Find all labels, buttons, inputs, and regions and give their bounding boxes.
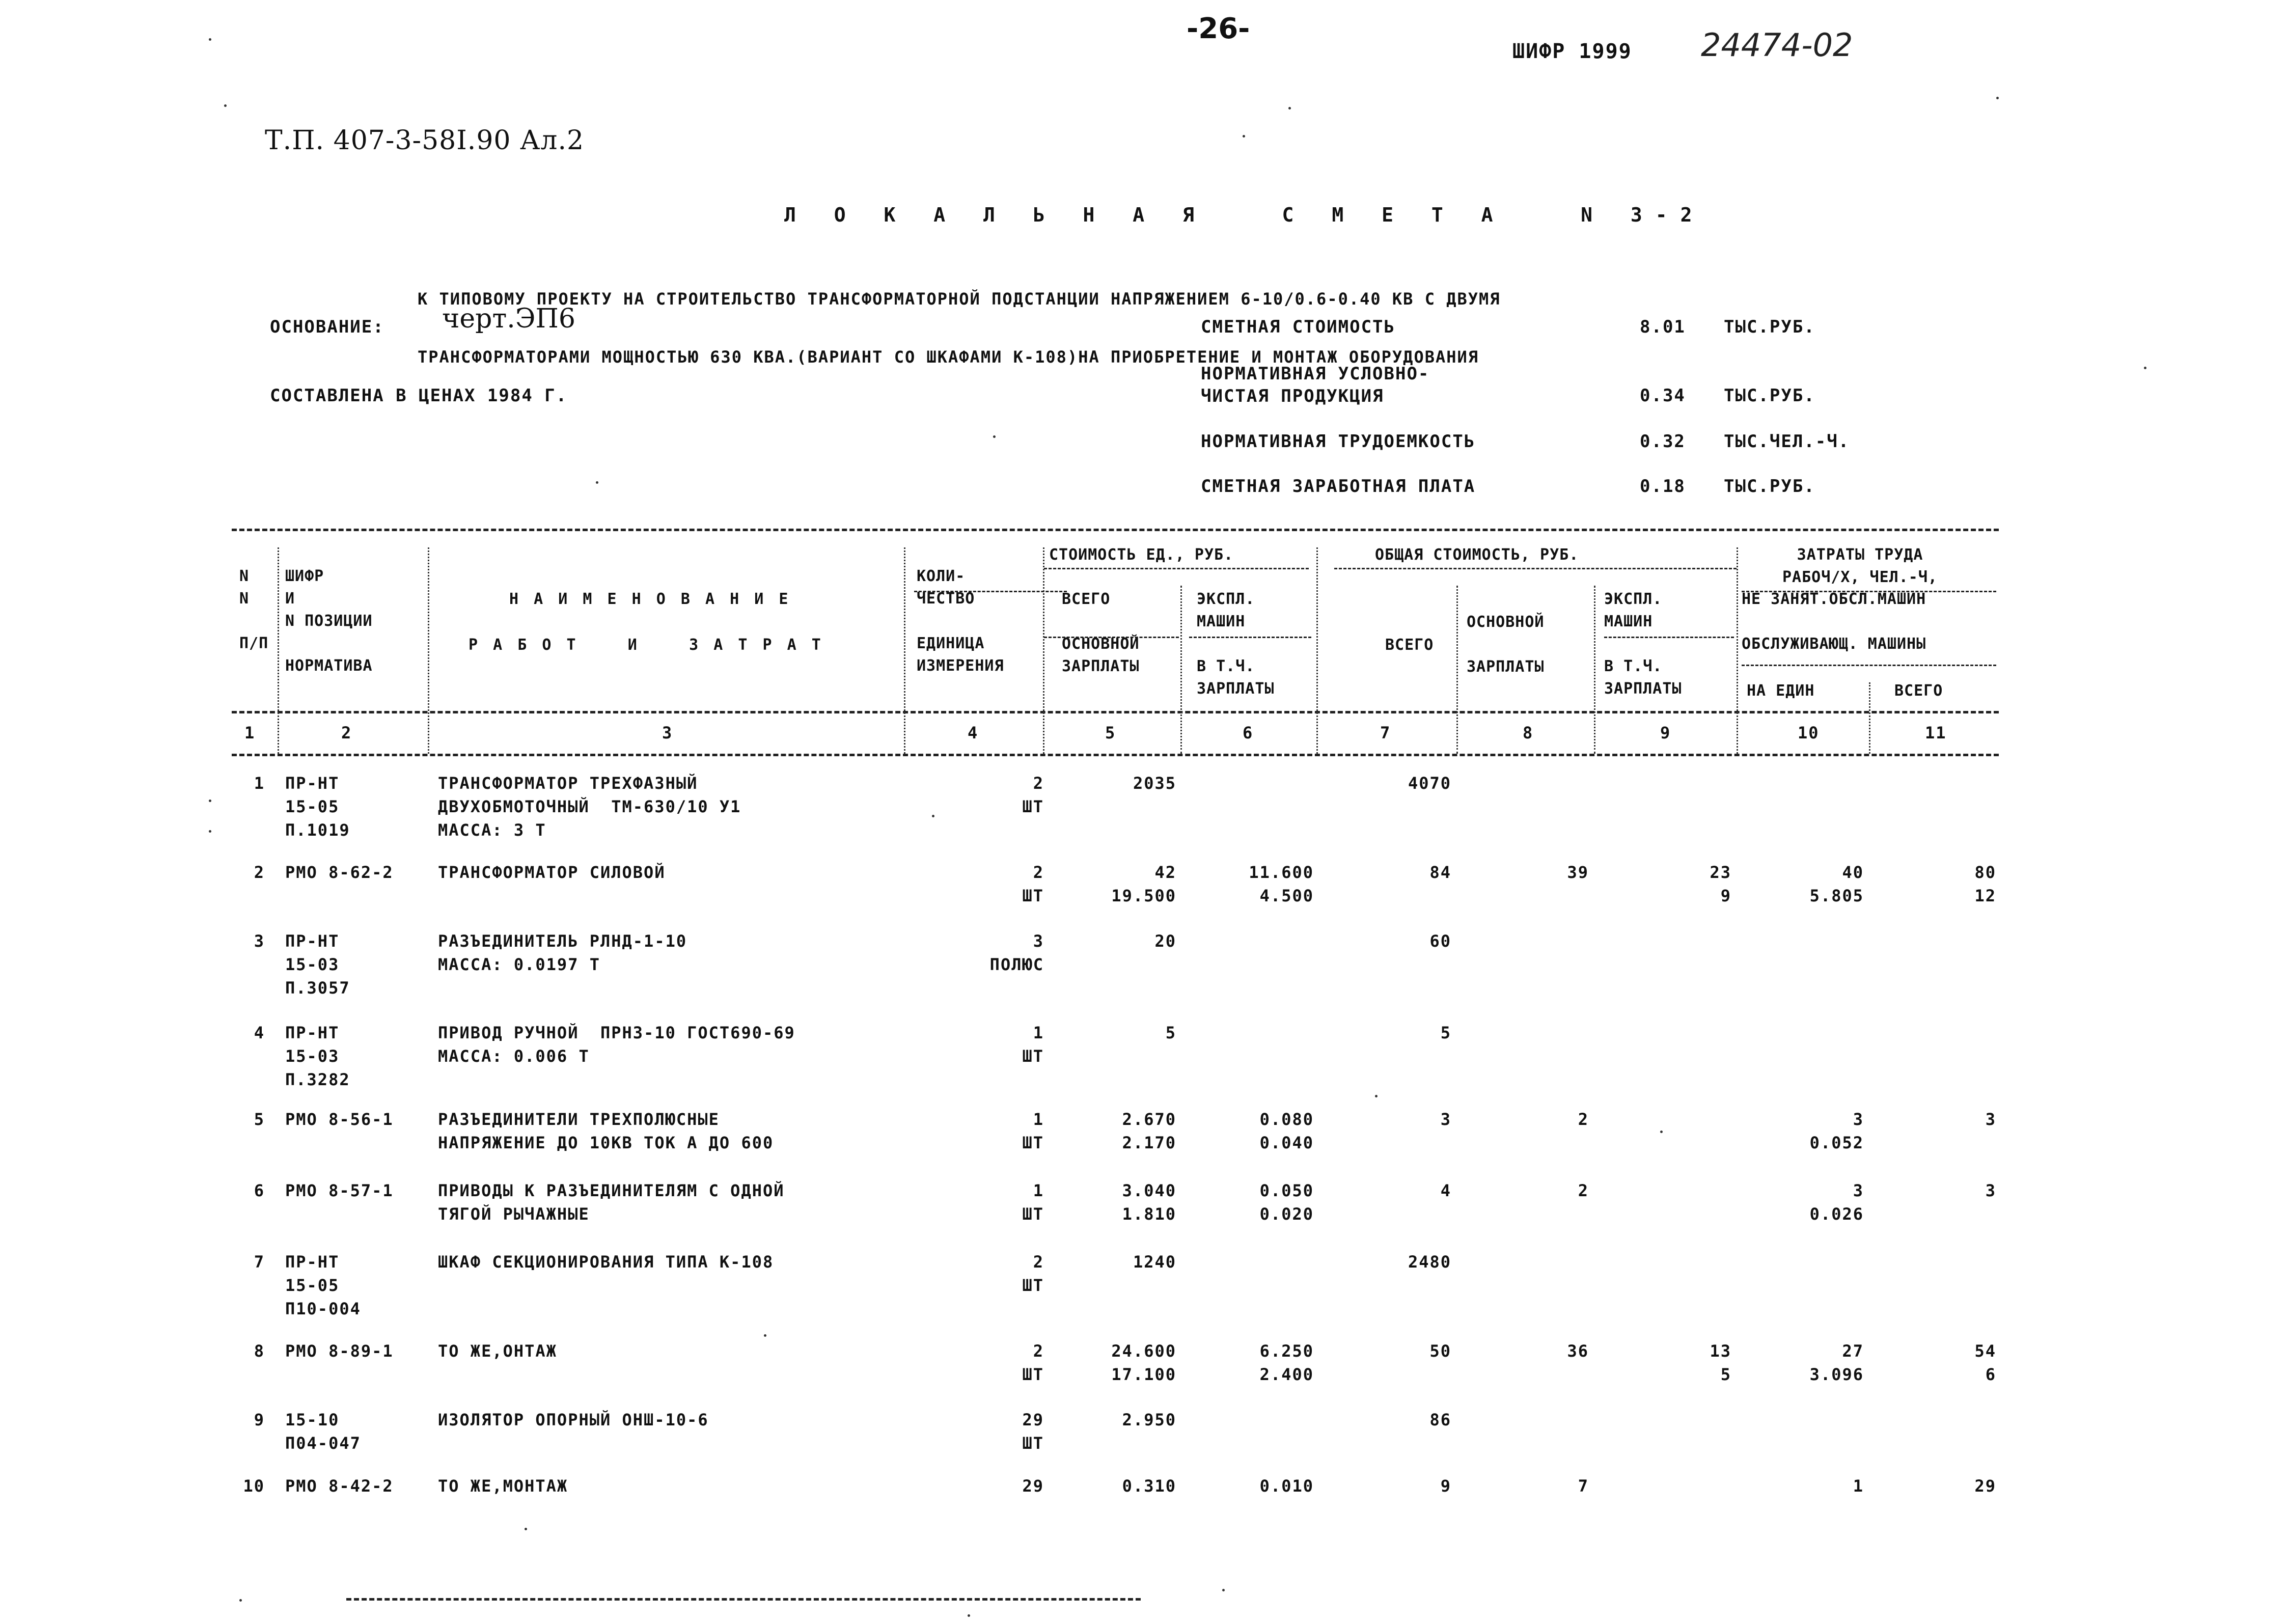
cell-unit-machines: 0.010 — [1259, 1476, 1314, 1496]
column-number: 6 — [1243, 723, 1254, 742]
group-header-unit-cost: СТОИМОСТЬ ЕД., РУБ. — [1049, 546, 1234, 564]
cell-norm-code: ПР-НТ 15-05 П.1019 — [285, 774, 350, 840]
cell-unit-total: 20 — [1154, 931, 1176, 951]
cell-norm-code: РМО 8-89-1 — [285, 1341, 394, 1361]
cell-item-name: ТО ЖЕ,МОНТАЖ — [438, 1476, 568, 1496]
cell-quantity: 29 — [1022, 1476, 1044, 1496]
cell-base-wage: 2 — [1578, 1110, 1589, 1129]
sub-rule — [1334, 568, 1737, 569]
cell-total: 2480 — [1408, 1252, 1451, 1272]
cell-total: 9 — [1440, 1476, 1451, 1496]
summary-label: НОРМАТИВНАЯ ТРУДОЕМКОСТЬ — [1201, 431, 1476, 452]
cell-total-machines: 13 5 — [1710, 1341, 1731, 1384]
cell-base-wage: 7 — [1578, 1476, 1589, 1496]
cell-row-number: 1 — [254, 774, 265, 793]
basis-value: черт.ЭП6 — [442, 304, 575, 334]
col-header-total-machines: ЭКСПЛ. МАШИН В Т.Ч. ЗАРПЛАТЫ — [1604, 590, 1682, 698]
col-header-name-sub: Р А Б О Т И З А Т Р А Т — [469, 636, 824, 654]
col-sep — [1594, 586, 1595, 754]
cell-total: 3 — [1440, 1110, 1451, 1129]
col-header-qty: КОЛИ- ЧЕСТВО ЕДИНИЦА ИЗМЕРЕНИЯ — [917, 567, 1004, 675]
cell-total: 84 — [1429, 863, 1451, 882]
group-header-labor: ЗАТРАТЫ ТРУДА РАБОЧ/Х, ЧЕЛ.-Ч, — [1782, 546, 1938, 586]
summary-value: 0.32 — [1640, 431, 1686, 452]
estimate-title: Л О К А Л Ь Н А Я С М Е Т А N 3-2 — [784, 204, 1705, 226]
cell-item-name: РАЗЪЕДИНИТЕЛЬ РЛНД-1-10 МАССА: 0.0197 Т — [438, 931, 687, 974]
summary-unit: ТЫС.ЧЕЛ.-Ч. — [1724, 431, 1850, 452]
summary-label: НОРМАТИВНАЯ УСЛОВНО- ЧИСТАЯ ПРОДУКЦИЯ — [1201, 364, 1430, 406]
cell-row-number: 8 — [254, 1341, 265, 1361]
scan-speck — [209, 830, 211, 833]
col-header-unit-total: ВСЕГО ОСНОВНОЙ ЗАРПЛАТЫ — [1062, 590, 1140, 675]
cell-total: 86 — [1429, 1410, 1451, 1429]
col-sep — [1043, 547, 1044, 754]
scan-speck — [993, 435, 996, 438]
cell-unit-machines: 6.250 2.400 — [1259, 1341, 1314, 1384]
cell-labor-total: 3 — [1985, 1110, 1996, 1129]
cell-item-name: ПРИВОД РУЧНОЙ ПРНЗ-10 ГОСТ690-69 МАССА: 0.006 Т — [438, 1023, 795, 1066]
cell-total-machines: 23 9 — [1710, 863, 1731, 905]
table-end-rule — [346, 1598, 1141, 1601]
cell-row-number: 9 — [254, 1410, 265, 1429]
cell-unit-total: 3.040 1.810 — [1122, 1181, 1176, 1224]
cell-unit-total: 24.600 17.100 — [1111, 1341, 1176, 1384]
scan-speck — [525, 1528, 527, 1530]
cell-norm-code: РМО 8-56-1 — [285, 1110, 394, 1129]
prices-label: СОСТАВЛЕНА В ЦЕНАХ 1984 Г. — [270, 386, 568, 406]
col-header-total: ВСЕГО — [1385, 636, 1434, 654]
col-header-labor-total: ВСЕГО — [1894, 682, 1943, 700]
cell-row-number: 5 — [254, 1110, 265, 1129]
cell-norm-code: 15-10 П04-047 — [285, 1410, 361, 1453]
column-number: 11 — [1925, 723, 1947, 742]
scan-speck — [1375, 1095, 1378, 1097]
cell-labor-unit: 40 5.805 — [1809, 863, 1864, 905]
col-sep — [1316, 547, 1318, 754]
cell-norm-code: ПР-НТ 15-03 П.3282 — [285, 1023, 350, 1089]
cell-norm-code: ПР-НТ 15-03 П.3057 — [285, 931, 350, 998]
scan-speck — [764, 1334, 766, 1337]
page-number: -26- — [1187, 12, 1250, 45]
cell-base-wage: 39 — [1567, 863, 1589, 882]
cell-labor-total: 54 6 — [1974, 1341, 1996, 1384]
cell-norm-code: РМО 8-62-2 — [285, 863, 394, 882]
cell-total: 60 — [1429, 931, 1451, 951]
cell-row-number: 3 — [254, 931, 265, 951]
cell-item-name: ИЗОЛЯТОР ОПОРНЫЙ ОНШ-10-6 — [438, 1410, 709, 1429]
subtitle-line: ТРАНСФОРМАТОРАМИ МОЩНОСТЬЮ 630 КВА.(ВАРИАНТ СО ШКАФАМИ К-108)НА ПРИОБРЕТЕНИЕ И МОНТАЖ ОБОРУДОВАНИЯ — [418, 347, 1479, 367]
cell-quantity: 2 ШТ — [1022, 1252, 1044, 1295]
scan-speck — [1288, 107, 1291, 109]
col-header-unit-machines: ЭКСПЛ. МАШИН В Т.Ч. ЗАРПЛАТЫ — [1197, 590, 1275, 698]
scan-speck — [1243, 135, 1245, 137]
cell-unit-total: 0.310 — [1122, 1476, 1176, 1496]
column-number: 10 — [1798, 723, 1820, 742]
col-sep — [1456, 586, 1458, 754]
header-bottom-rule — [232, 711, 1999, 713]
cell-labor-total: 80 12 — [1974, 863, 1996, 905]
cell-quantity: 29 ШТ — [1022, 1410, 1044, 1453]
col-sep — [428, 547, 429, 754]
cell-total: 5 — [1440, 1023, 1451, 1042]
scan-speck — [1660, 1131, 1663, 1133]
column-number: 7 — [1380, 723, 1391, 742]
summary-unit: ТЫС.РУБ. — [1724, 476, 1815, 497]
col-sep — [278, 547, 279, 754]
scan-speck — [1996, 97, 1999, 99]
cell-labor-unit: 27 3.096 — [1809, 1341, 1864, 1384]
cell-item-name: ТРАНСФОРМАТОР СИЛОВОЙ — [438, 863, 666, 882]
cell-row-number: 4 — [254, 1023, 265, 1042]
cell-unit-total: 42 19.500 — [1111, 863, 1176, 905]
scan-speck — [209, 38, 211, 41]
group-header-total-cost: ОБЩАЯ СТОИМОСТЬ, РУБ. — [1375, 546, 1579, 564]
col-sep — [1180, 586, 1182, 754]
document-reference: Т.П. 407-3-58I.90 Ал.2 — [265, 125, 585, 156]
summary-label: СМЕТНАЯ ЗАРАБОТНАЯ ПЛАТА — [1201, 476, 1476, 497]
cell-quantity: 3 ПОЛЮС — [989, 931, 1044, 974]
col-header-labor-unit: НА ЕДИН — [1747, 682, 1815, 700]
summary-unit: ТЫС.РУБ. — [1724, 386, 1815, 406]
cell-unit-total: 2.950 — [1122, 1410, 1176, 1429]
cell-labor-total: 3 — [1985, 1181, 1996, 1200]
cell-quantity: 2 ШТ — [1022, 774, 1044, 816]
cell-row-number: 10 — [243, 1476, 265, 1496]
cell-norm-code: РМО 8-57-1 — [285, 1181, 394, 1200]
col-sep — [1737, 547, 1738, 754]
cell-row-number: 6 — [254, 1181, 265, 1200]
cell-item-name: ШКАФ СЕКЦИОНИРОВАНИЯ ТИПА К-108 — [438, 1252, 774, 1272]
cell-base-wage: 2 — [1578, 1181, 1589, 1200]
labor-subheader: НЕ ЗАНЯТ.ОБСЛ.МАШИН ОБСЛУЖИВАЮЩ. МАШИНЫ — [1742, 590, 1926, 653]
scan-speck — [239, 1599, 242, 1602]
scan-speck — [209, 800, 211, 802]
column-number: 3 — [662, 723, 673, 742]
cell-unit-machines: 0.080 0.040 — [1259, 1110, 1314, 1152]
scan-speck — [2144, 367, 2146, 369]
scan-speck — [224, 104, 227, 107]
column-number: 4 — [968, 723, 979, 742]
cell-quantity: 1 ШТ — [1022, 1110, 1044, 1152]
summary-unit: ТЫС.РУБ. — [1724, 317, 1815, 337]
col-header-name: Н А И М Е Н О В А Н И Е — [509, 590, 791, 608]
cell-quantity: 2 ШТ — [1022, 863, 1044, 905]
scan-speck — [932, 815, 934, 817]
cell-total: 4 — [1440, 1181, 1451, 1200]
cell-item-name: ТРАНСФОРМАТОР ТРЕХФАЗНЫЙ ДВУХОБМОТОЧНЫЙ ТМ-630/10 У1 МАССА: 3 Т — [438, 774, 741, 840]
sub-rule — [1044, 568, 1309, 569]
summary-value: 0.34 — [1640, 386, 1686, 406]
sub-rule — [1742, 665, 1996, 666]
cell-unit-machines: 0.050 0.020 — [1259, 1181, 1314, 1224]
column-number: 8 — [1523, 723, 1534, 742]
scan-speck — [596, 481, 598, 484]
cell-total: 4070 — [1408, 774, 1451, 793]
summary-value: 0.18 — [1640, 476, 1686, 497]
column-number: 2 — [341, 723, 352, 742]
cell-unit-total: 2.670 2.170 — [1122, 1110, 1176, 1152]
shifr-stamp: ШИФР 1999 — [1512, 40, 1632, 63]
cell-labor-unit: 3 0.052 — [1809, 1110, 1864, 1152]
table-top-rule — [232, 529, 1999, 531]
column-numbers-rule — [232, 754, 1999, 756]
cell-norm-code: РМО 8-42-2 — [285, 1476, 394, 1496]
column-number: 1 — [244, 723, 256, 742]
cell-row-number: 2 — [254, 863, 265, 882]
cell-item-name: ПРИВОДЫ К РАЗЪЕДИНИТЕЛЯМ С ОДНОЙ ТЯГОЙ РЫЧАЖНЫЕ — [438, 1181, 785, 1224]
col-header-base-wage: ОСНОВНОЙ ЗАРПЛАТЫ — [1467, 613, 1545, 676]
cell-unit-machines: 11.600 4.500 — [1249, 863, 1314, 905]
cell-item-name: ТО ЖЕ,ОНТАЖ — [438, 1341, 557, 1361]
cell-base-wage: 36 — [1567, 1341, 1589, 1361]
col-header-number: N N П/П — [239, 567, 269, 652]
cell-quantity: 1 ШТ — [1022, 1181, 1044, 1224]
column-number: 9 — [1660, 723, 1671, 742]
cell-labor-unit: 3 0.026 — [1809, 1181, 1864, 1224]
scan-speck — [1222, 1589, 1225, 1591]
column-number: 5 — [1105, 723, 1116, 742]
col-sep — [904, 547, 905, 754]
cell-quantity: 2 ШТ — [1022, 1341, 1044, 1384]
cell-norm-code: ПР-НТ 15-05 П10-004 — [285, 1252, 361, 1318]
cell-item-name: РАЗЪЕДИНИТЕЛИ ТРЕХПОЛЮСНЫЕ НАПРЯЖЕНИЕ ДО 10КВ ТОК А ДО 600 — [438, 1110, 774, 1152]
summary-label: СМЕТНАЯ СТОИМОСТЬ — [1201, 317, 1395, 337]
cell-unit-total: 2035 — [1133, 774, 1176, 793]
cell-quantity: 1 ШТ — [1022, 1023, 1044, 1066]
basis-label: ОСНОВАНИЕ: — [270, 317, 384, 337]
cell-labor-unit: 1 — [1853, 1476, 1864, 1496]
scan-speck — [968, 1614, 970, 1617]
col-sep — [1869, 682, 1870, 754]
cell-total: 50 — [1429, 1341, 1451, 1361]
cell-unit-total: 5 — [1165, 1023, 1176, 1042]
handwritten-project-code: 24474-02 — [1701, 26, 1853, 64]
subtitle-line: К ТИПОВОМУ ПРОЕКТУ НА СТРОИТЕЛЬСТВО ТРАНСФОРМАТОРНОЙ ПОДСТАНЦИИ НАПРЯЖЕНИЕМ 6-10/0.6-0.40 КВ С ДВУМЯ — [418, 289, 1501, 309]
col-header-code: ШИФР И N ПОЗИЦИИ НОРМАТИВА — [285, 567, 373, 675]
summary-value: 8.01 — [1640, 317, 1686, 337]
cell-labor-total: 29 — [1974, 1476, 1996, 1496]
cell-row-number: 7 — [254, 1252, 265, 1272]
cell-unit-total: 1240 — [1133, 1252, 1176, 1272]
